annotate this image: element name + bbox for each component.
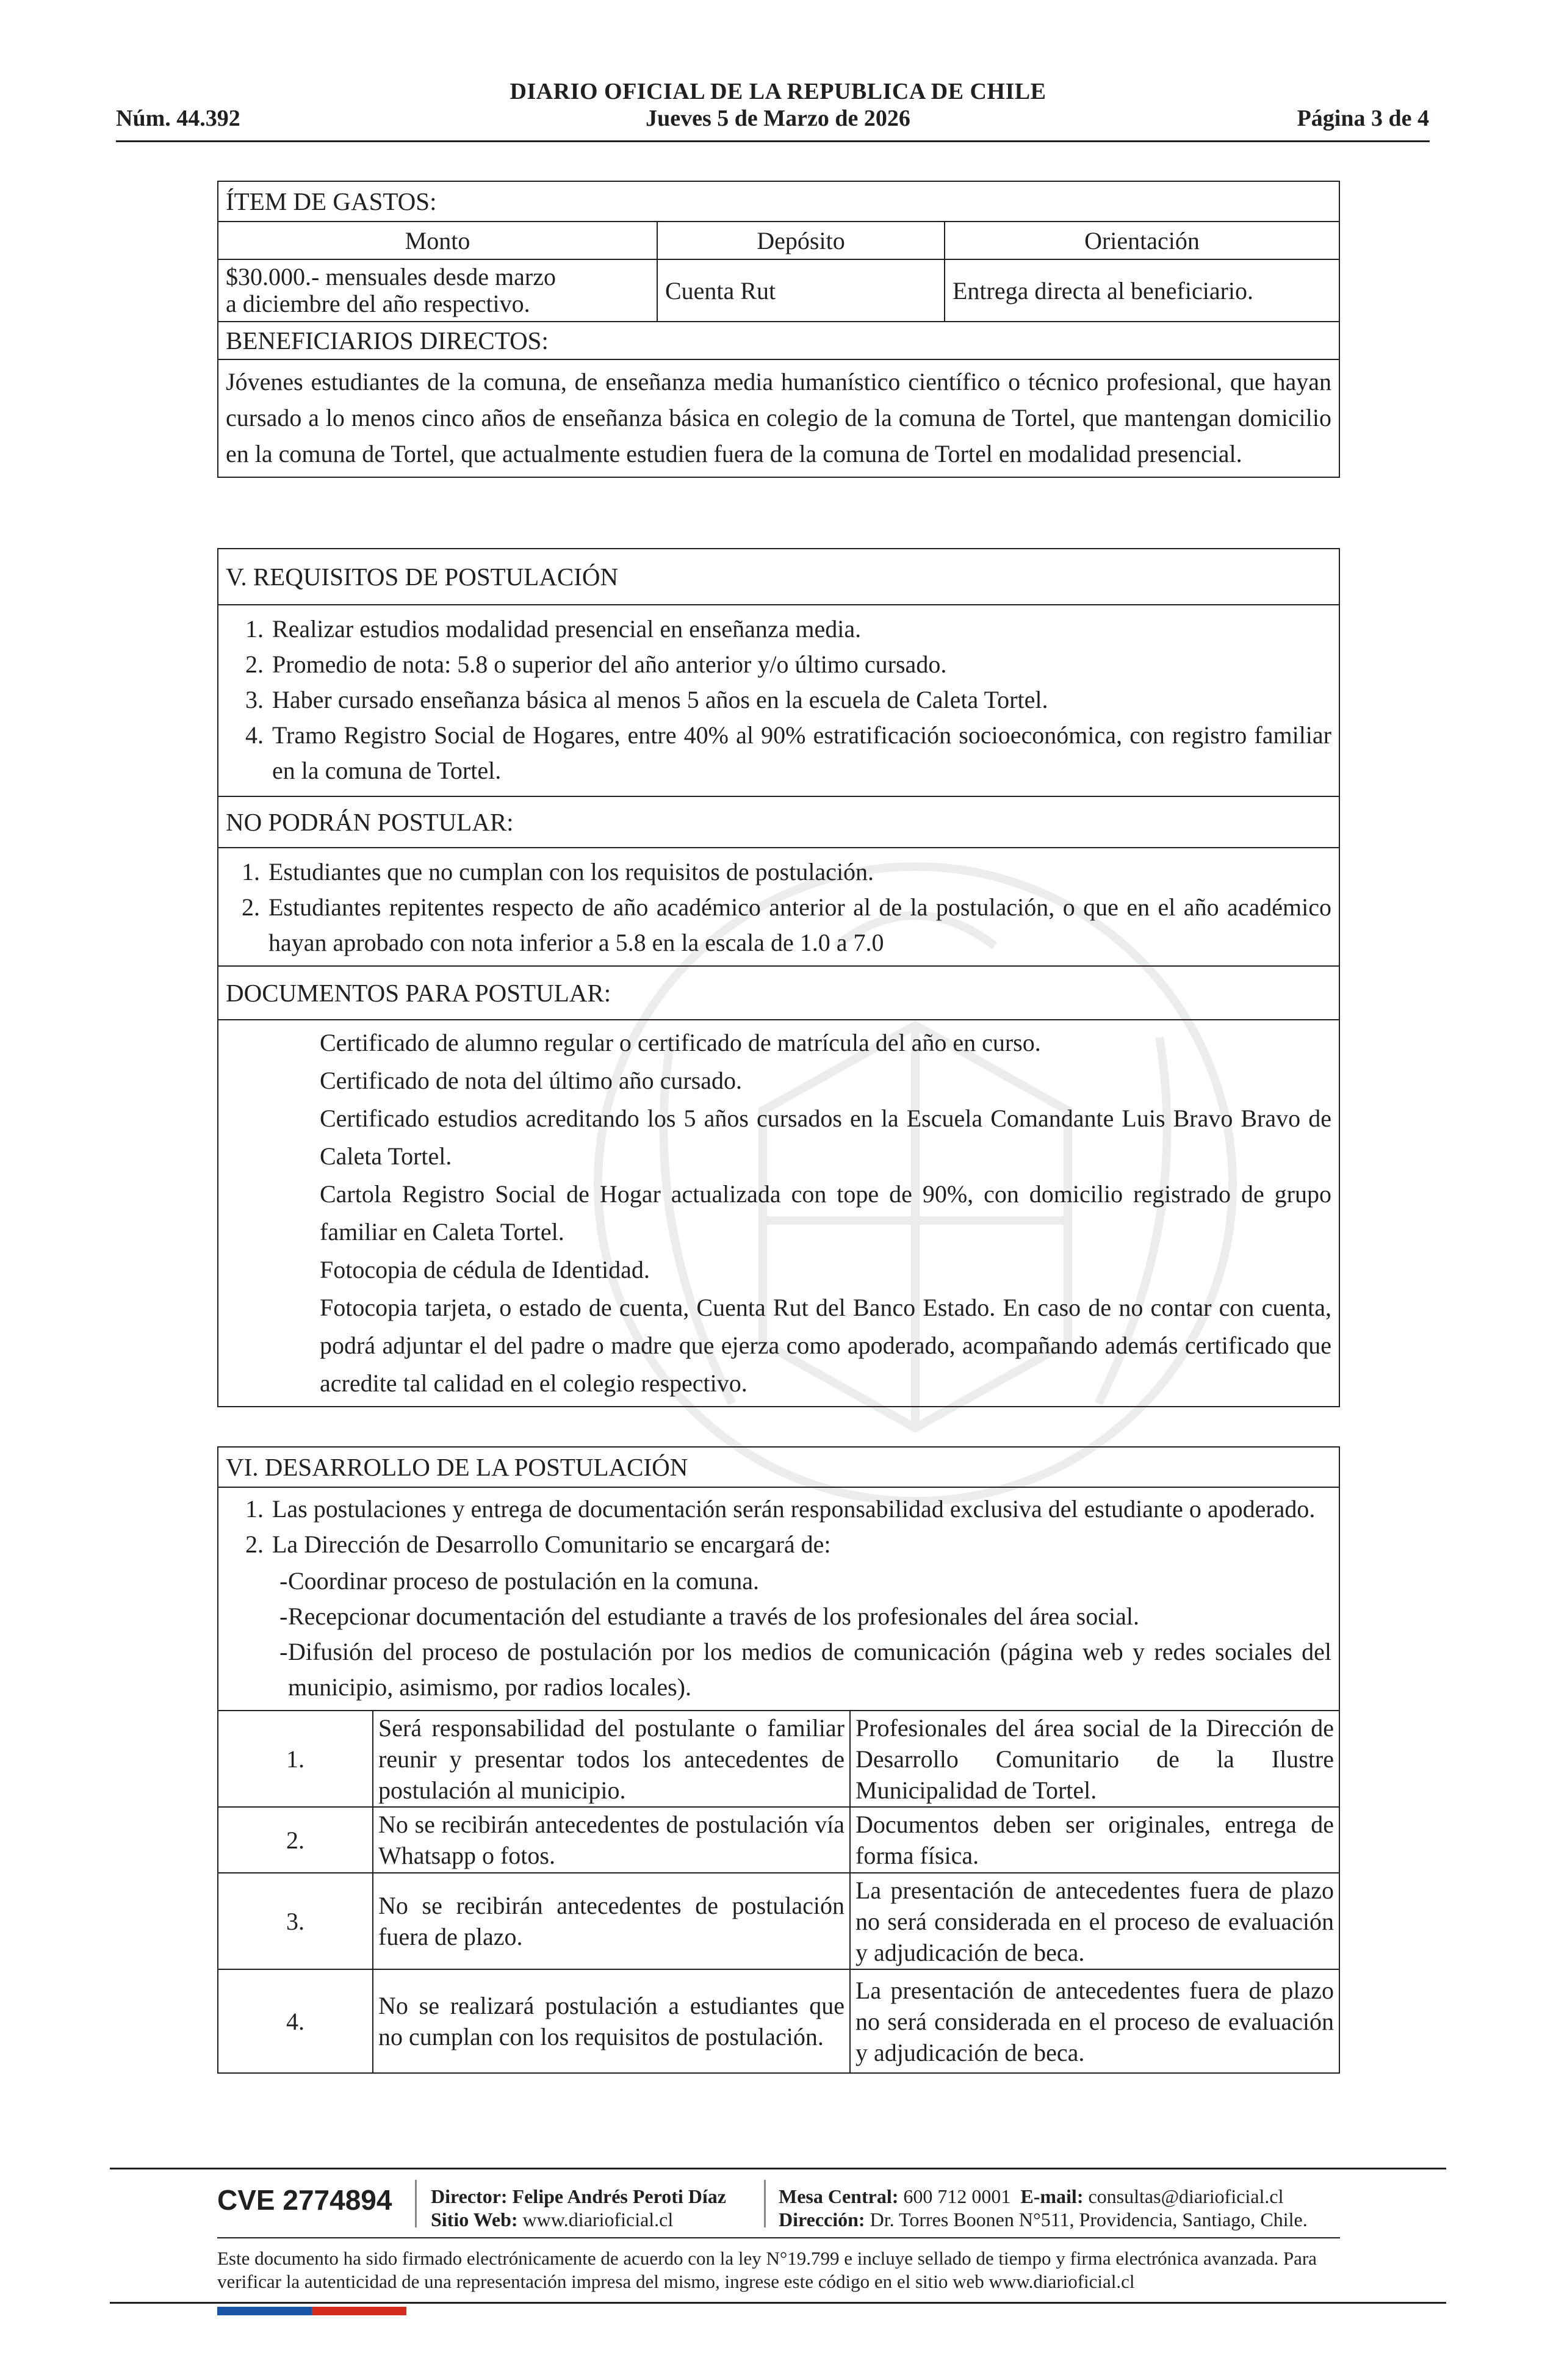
item-text: Estudiantes que no cumplan con los requisitos de postulación. bbox=[268, 858, 874, 885]
orientacion-cell: Entrega directa al beneficiario. bbox=[953, 276, 1254, 305]
row-detail: La presentación de antecedentes fuera de plazo no será considerada en el proceso de evaluación y adjudicación de beca. bbox=[855, 1976, 1334, 2066]
item-text: Las postulaciones y entrega de documentación serán responsabilidad exclusiva del estudiante o apoderado. bbox=[272, 1495, 1316, 1523]
item-text: Estudiantes repitentes respecto de año académico anterior al de la postulación, o que en el año académico hayan aprobado con nota inferior a 5.8 en la escala de 1.0 a 7.0 bbox=[268, 893, 1331, 956]
item-number: 2. bbox=[245, 651, 264, 678]
documentos-title: DOCUMENTOS PARA POSTULAR: bbox=[218, 967, 1339, 1020]
item-text: La Dirección de Desarrollo Comunitario se encargará de: bbox=[272, 1531, 831, 1558]
row-detail: Documentos deben ser originales, entrega de forma física. bbox=[855, 1811, 1334, 1869]
beneficiarios-text: Jóvenes estudiantes de la comuna, de enseñanza media humanístico científico o técnico profesional, que hayan cursado a lo menos cinco años de enseñanza básica en colegio de la comuna de Tortel, que mantengan domicilio en la comuna de Tortel, que actualmente estudien fuera de la comuna de Tortel en modalidad presencial. bbox=[226, 368, 1331, 467]
item-text: Tramo Registro Social de Hogares, entre 40% al 90% estratificación socioeconómica, con registro familiar en la comuna de Tortel. bbox=[272, 721, 1331, 784]
footer-rule bbox=[110, 2168, 1446, 2169]
footer-rule bbox=[110, 2302, 1446, 2304]
documento-item: Certificado de alumno regular o certificado de matrícula del año en curso. bbox=[320, 1029, 1041, 1056]
desarrollo-table bbox=[217, 1446, 1340, 2074]
monto-line2: a diciembre del año respectivo. bbox=[226, 290, 530, 317]
requisito-item bbox=[218, 647, 1331, 682]
footer-separator bbox=[764, 2180, 766, 2227]
item-text: Haber cursado enseñanza básica al menos 5 años en la escuela de Caleta Tortel. bbox=[272, 686, 1048, 713]
item-number: 1. bbox=[245, 615, 264, 643]
newspaper-title: DIARIO OFICIAL DE LA REPUBLICA DE CHILE bbox=[510, 79, 1046, 104]
monto-cell bbox=[218, 260, 658, 321]
item-text: Promedio de nota: 5.8 o superior del año anterior y/o último cursado. bbox=[272, 651, 947, 678]
row-number: 3. bbox=[218, 1873, 373, 1969]
desarrollo-item bbox=[218, 1491, 1331, 1527]
col-orientacion: Orientación bbox=[1084, 226, 1200, 254]
desarrollo-title: VI. DESARROLLO DE LA POSTULACIÓN bbox=[218, 1448, 1339, 1488]
flag-blue-stripe bbox=[217, 2307, 312, 2315]
row-condition: No se recibirán antecedentes de postulación fuera de plazo. bbox=[373, 1873, 851, 1969]
footer-contact-block bbox=[779, 2185, 1308, 2231]
email-label: E-mail: bbox=[1020, 2185, 1084, 2207]
requisito-item bbox=[218, 718, 1331, 788]
table-row bbox=[218, 1969, 1339, 2072]
bullet-dash: - bbox=[279, 1603, 288, 1630]
documentos-list bbox=[218, 1020, 1339, 1406]
mesa-phone: 600 712 0001 bbox=[903, 2185, 1011, 2207]
documento-item: Fotocopia tarjeta, o estado de cuenta, Cuenta Rut del Banco Estado. En caso de no contar con cuenta, podrá adjuntar el del padre o madre que ejerza como apoderado, acompañando además certificado que acredite tal calidad en el colegio respectivo. bbox=[320, 1294, 1331, 1397]
documento-item: Fotocopia de cédula de Identidad. bbox=[320, 1256, 650, 1283]
flag-red-stripe bbox=[312, 2307, 406, 2315]
item-text: Coordinar proceso de postulación en la comuna. bbox=[288, 1567, 759, 1595]
responsabilidades-table bbox=[218, 1711, 1339, 2072]
cve-code: CVE 2774894 bbox=[217, 2184, 392, 2216]
web-link[interactable]: www.diarioficial.cl bbox=[522, 2209, 674, 2230]
table-row bbox=[218, 1806, 1339, 1872]
no-postular-list bbox=[218, 848, 1339, 967]
deposito-cell: Cuenta Rut bbox=[658, 260, 945, 321]
item-number: 2. bbox=[245, 1531, 264, 1558]
desarrollo-subitem bbox=[218, 1563, 1331, 1599]
no-postular-item bbox=[218, 890, 1331, 961]
row-number: 1. bbox=[218, 1711, 373, 1806]
item-text: Difusión del proceso de postulación por los medios de comunicación (página web y redes sociales del municipio, asimismo, por radios locales). bbox=[288, 1638, 1331, 1701]
documento-item: Certificado de nota del último año cursado. bbox=[320, 1067, 743, 1094]
page-indicator: Página 3 de 4 bbox=[1297, 106, 1429, 131]
footer-separator bbox=[415, 2180, 417, 2227]
no-postular-title: NO PODRÁN POSTULAR: bbox=[218, 797, 1339, 848]
col-monto: Monto bbox=[218, 222, 658, 259]
footer-rule bbox=[217, 2237, 1340, 2238]
row-detail: La presentación de antecedentes fuera de plazo no será considerada en el proceso de evaluación y adjudicación de beca. bbox=[855, 1876, 1334, 1966]
row-condition: No se recibirán antecedentes de postulación vía Whatsapp o fotos. bbox=[373, 1808, 851, 1872]
issue-number: Núm. 44.392 bbox=[116, 106, 240, 131]
table-row bbox=[218, 1711, 1339, 1806]
col-deposito: Depósito bbox=[658, 222, 945, 259]
item-number: 3. bbox=[245, 686, 264, 713]
row-condition: Será responsabilidad del postulante o familiar reunir y presentar todos los antecedentes de postulación al municipio. bbox=[373, 1711, 851, 1806]
desarrollo-subitem bbox=[218, 1599, 1331, 1634]
item-text: Recepcionar documentación del estudiante a través de los profesionales del área social. bbox=[288, 1603, 1139, 1630]
director-label: Director: bbox=[431, 2185, 508, 2207]
desarrollo-item bbox=[218, 1527, 1331, 1562]
item-number: 2. bbox=[242, 893, 260, 921]
flag-stripe bbox=[217, 2307, 406, 2315]
requisitos-table bbox=[217, 548, 1340, 1407]
desarrollo-list bbox=[218, 1488, 1339, 1711]
bullet-dash: - bbox=[279, 1567, 288, 1595]
gastos-title: ÍTEM DE GASTOS: bbox=[218, 182, 1339, 222]
mesa-label: Mesa Central: bbox=[779, 2185, 899, 2207]
requisitos-list bbox=[218, 605, 1339, 797]
item-number: 1. bbox=[242, 858, 260, 885]
email-link[interactable]: consultas@diarioficial.cl bbox=[1088, 2185, 1284, 2207]
row-condition: No se realizará postulación a estudiantes que no cumplan con los requisitos de postulación. bbox=[373, 1970, 851, 2072]
requisito-item bbox=[218, 611, 1331, 647]
issue-date: Jueves 5 de Marzo de 2026 bbox=[646, 106, 910, 131]
monto-line1: $30.000.- mensuales desde marzo bbox=[226, 263, 556, 290]
item-text: Realizar estudios modalidad presencial en enseñanza media. bbox=[272, 615, 862, 643]
requisitos-title: V. REQUISITOS DE POSTULACIÓN bbox=[218, 549, 1339, 605]
web-label: Sitio Web: bbox=[431, 2209, 518, 2230]
no-postular-item bbox=[218, 854, 1331, 890]
row-detail: Profesionales del área social de la Dirección de Desarrollo Comunitario de la Ilustre Municipalidad de Tortel. bbox=[855, 1714, 1334, 1804]
row-number: 4. bbox=[218, 1970, 373, 2072]
footer-director-block bbox=[431, 2185, 726, 2231]
row-number: 2. bbox=[218, 1808, 373, 1872]
legal-notice: Este documento ha sido firmado electrónicamente de acuerdo con la ley N°19.799 e incluye sellado de tiempo y firma electrónica avanzada. Para verificar la autenticidad de una representación impresa del mismo, ingrese este código en el sitio web www.diarioficial.cl bbox=[217, 2248, 1317, 2292]
gastos-data-row bbox=[218, 260, 1339, 322]
table-row bbox=[218, 1872, 1339, 1969]
header-rule bbox=[116, 140, 1430, 142]
director-name: Felipe Andrés Peroti Díaz bbox=[512, 2185, 726, 2207]
beneficiarios-title: BENEFICIARIOS DIRECTOS: bbox=[218, 322, 1339, 360]
direccion-label: Dirección: bbox=[779, 2209, 865, 2230]
desarrollo-subitem bbox=[218, 1634, 1331, 1705]
bullet-dash: - bbox=[279, 1638, 288, 1665]
documento-item: Certificado estudios acreditando los 5 años cursados en la Escuela Comandante Luis Bravo Bravo de Caleta Tortel. bbox=[320, 1105, 1331, 1170]
requisito-item bbox=[218, 682, 1331, 718]
item-number: 1. bbox=[245, 1495, 264, 1523]
item-number: 4. bbox=[245, 721, 264, 749]
gastos-header-row bbox=[218, 222, 1339, 260]
documento-item: Cartola Registro Social de Hogar actualizada con tope de 90%, con domicilio registrado de grupo familiar en Caleta Tortel. bbox=[320, 1180, 1331, 1246]
gastos-table bbox=[217, 181, 1340, 478]
direccion-text: Dr. Torres Boonen N°511, Providencia, Santiago, Chile. bbox=[870, 2209, 1308, 2230]
